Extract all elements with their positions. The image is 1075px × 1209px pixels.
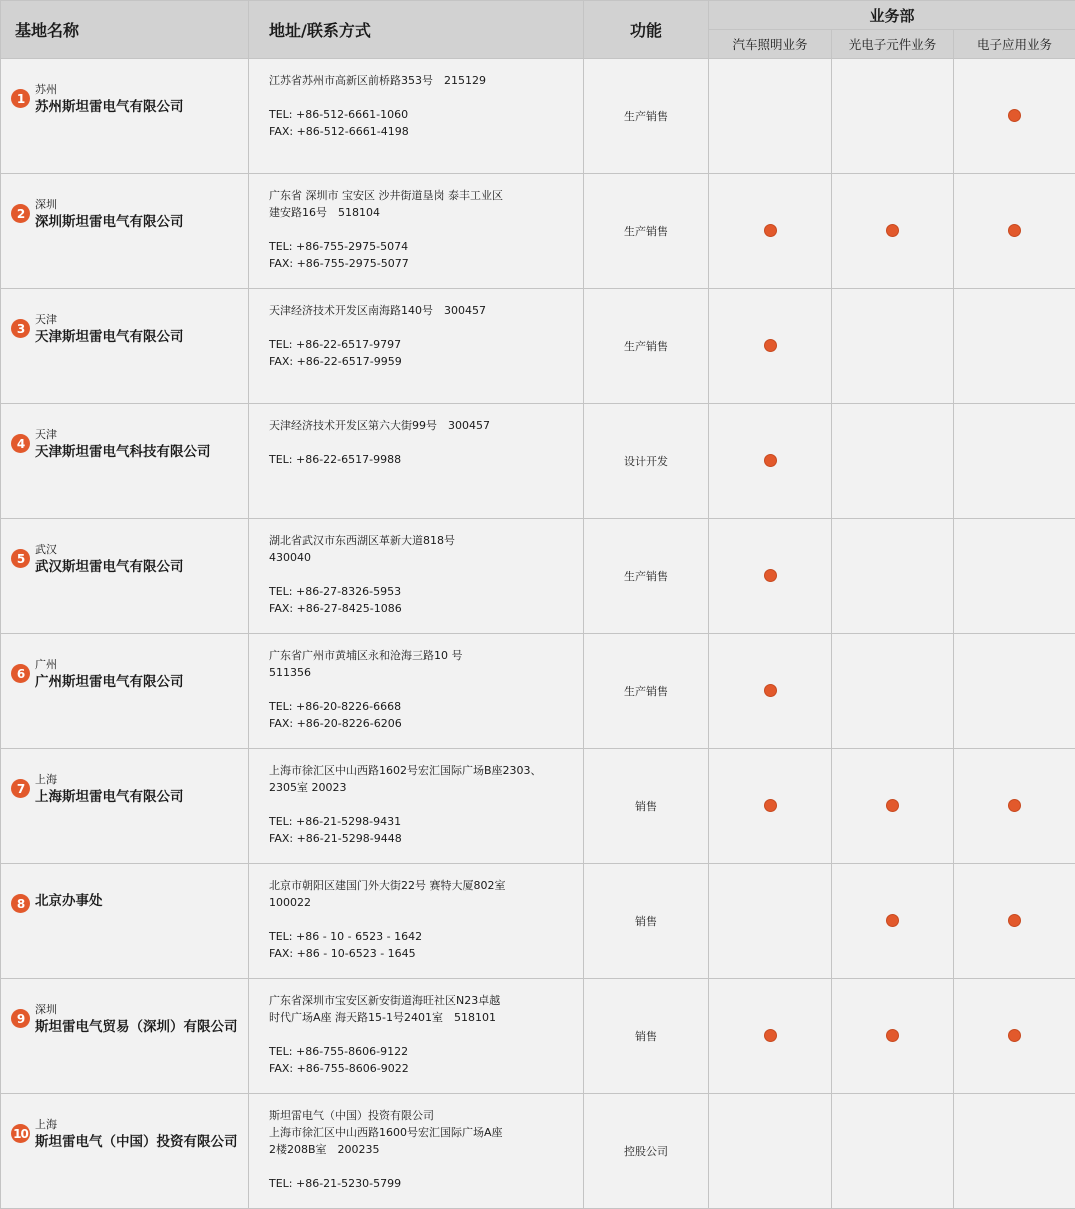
header-department: 业务部 [709,1,1075,30]
function-cell: 销售 [584,749,709,864]
dept-cell-optoelectronics [832,979,954,1094]
dept-cell-electronic-applications [954,404,1075,519]
address-line: TEL: +86-512-6661-1060 [269,106,583,123]
table-row [1,404,1075,519]
header-automotive-lighting: 汽车照明业务 [709,30,832,59]
address-line: TEL: +86-21-5298-9431 [269,813,583,830]
header-name: 基地名称 [1,1,249,59]
function-cell: 生产销售 [584,174,709,289]
address-line: 430040 [269,549,583,566]
address-line [269,434,583,451]
address-line: 江苏省苏州市高新区前桥路353号 215129 [269,72,583,89]
row-number-badge: 1 [11,89,30,108]
address-contact-cell [249,1094,584,1209]
active-dot-icon [886,1029,899,1042]
table-row [1,634,1075,749]
dept-cell-automotive-lighting [709,864,832,979]
address-line: 上海市徐汇区中山西路1600号宏汇国际广场A座 [269,1124,583,1141]
site-name-cell [1,864,249,979]
function-cell: 设计开发 [584,404,709,519]
dept-cell-optoelectronics [832,519,954,634]
dept-cell-electronic-applications [954,174,1075,289]
address-line: 天津经济技术开发区第六大街99号 300457 [269,417,583,434]
address-contact-cell [249,404,584,519]
dept-cell-automotive-lighting [709,519,832,634]
address-line: 建安路16号 518104 [269,204,583,221]
site-name-cell [1,519,249,634]
row-number-badge: 6 [11,664,30,683]
city-label: 天津 [35,311,57,327]
city-label: 广州 [35,656,57,672]
header-address: 地址/联系方式 [249,1,584,59]
city-label: 深圳 [35,1001,57,1017]
company-name: 武汉斯坦雷电气有限公司 [35,555,184,575]
table-row [1,519,1075,634]
address-line: 天津经济技术开发区南海路140号 300457 [269,302,583,319]
address-line: 511356 [269,664,583,681]
dept-cell-optoelectronics [832,1094,954,1209]
dept-cell-electronic-applications [954,979,1075,1094]
address-line: FAX: +86-755-2975-5077 [269,255,583,272]
site-name-cell [1,289,249,404]
active-dot-icon [764,224,777,237]
address-line: 北京市朝阳区建国门外大街22号 赛特大厦802室 [269,877,583,894]
address-contact-cell [249,979,584,1094]
site-name-cell [1,1094,249,1209]
dept-cell-electronic-applications [954,519,1075,634]
site-name-cell [1,749,249,864]
dept-cell-electronic-applications [954,289,1075,404]
row-number-badge: 3 [11,319,30,338]
address-line: 时代广场A座 海天路15-1号2401室 518101 [269,1009,583,1026]
row-number-badge: 2 [11,204,30,223]
address-line: 2楼208B室 200235 [269,1141,583,1158]
dept-cell-automotive-lighting [709,289,832,404]
dept-cell-automotive-lighting [709,404,832,519]
address-line [269,1158,583,1175]
function-cell: 销售 [584,864,709,979]
address-line [269,89,583,106]
table-row [1,289,1075,404]
function-cell: 销售 [584,979,709,1094]
address-line: FAX: +86 - 10-6523 - 1645 [269,945,583,962]
company-name: 上海斯坦雷电气有限公司 [35,785,184,805]
row-number-badge: 8 [11,894,30,913]
address-contact-cell [249,864,584,979]
address-line: FAX: +86-27-8425-1086 [269,600,583,617]
company-name: 北京办事处 [35,889,103,909]
dept-cell-automotive-lighting [709,1094,832,1209]
address-line: 斯坦雷电气（中国）投资有限公司 [269,1107,583,1124]
active-dot-icon [886,914,899,927]
address-line: TEL: +86-22-6517-9797 [269,336,583,353]
city-label: 武汉 [35,541,57,557]
dept-cell-automotive-lighting [709,174,832,289]
active-dot-icon [764,569,777,582]
company-name: 天津斯坦雷电气科技有限公司 [35,440,211,460]
address-line: 广东省 深圳市 宝安区 沙井街道垦岗 泰丰工业区 [269,187,583,204]
row-number-badge: 9 [11,1009,30,1028]
active-dot-icon [764,1029,777,1042]
company-name: 广州斯坦雷电气有限公司 [35,670,184,690]
dept-cell-automotive-lighting [709,979,832,1094]
active-dot-icon [764,799,777,812]
header-function: 功能 [584,1,709,59]
address-line [269,1026,583,1043]
active-dot-icon [1008,799,1021,812]
address-line: 100022 [269,894,583,911]
company-name: 深圳斯坦雷电气有限公司 [35,210,184,230]
city-label: 上海 [35,1116,57,1132]
address-line: 广东省深圳市宝安区新安街道海旺社区N23卓越 [269,992,583,1009]
address-contact-cell [249,519,584,634]
city-label: 深圳 [35,196,57,212]
site-name-cell [1,174,249,289]
address-line [269,221,583,238]
active-dot-icon [1008,1029,1021,1042]
table-row [1,864,1075,979]
city-label: 苏州 [35,81,57,97]
table-row [1,174,1075,289]
company-name: 苏州斯坦雷电气有限公司 [35,95,184,115]
row-number-badge: 7 [11,779,30,798]
active-dot-icon [886,224,899,237]
address-line: TEL: +86-21-5230-5799 [269,1175,583,1192]
dept-cell-automotive-lighting [709,59,832,174]
active-dot-icon [886,799,899,812]
function-cell: 控股公司 [584,1094,709,1209]
address-line: FAX: +86-20-8226-6206 [269,715,583,732]
row-number-badge: 4 [11,434,30,453]
table-row [1,749,1075,864]
city-label: 天津 [35,426,57,442]
company-name: 天津斯坦雷电气有限公司 [35,325,184,345]
dept-cell-automotive-lighting [709,749,832,864]
address-line: FAX: +86-22-6517-9959 [269,353,583,370]
dept-cell-optoelectronics [832,864,954,979]
site-name-cell [1,59,249,174]
function-cell: 生产销售 [584,634,709,749]
address-line: TEL: +86-20-8226-6668 [269,698,583,715]
dept-cell-optoelectronics [832,174,954,289]
active-dot-icon [764,454,777,467]
address-line [269,911,583,928]
address-line: 湖北省武汉市东西湖区革新大道818号 [269,532,583,549]
dept-cell-automotive-lighting [709,634,832,749]
address-line [269,681,583,698]
address-line [269,566,583,583]
company-name: 斯坦雷电气贸易（深圳）有限公司 [35,1015,238,1035]
active-dot-icon [1008,224,1021,237]
address-contact-cell [249,59,584,174]
address-line: TEL: +86-22-6517-9988 [269,451,583,468]
address-line [269,796,583,813]
address-contact-cell [249,749,584,864]
address-line: FAX: +86-512-6661-4198 [269,123,583,140]
table-row [1,1094,1075,1209]
function-cell: 生产销售 [584,519,709,634]
address-line: 2305室 20023 [269,779,583,796]
header-electronic-applications: 电子应用业务 [954,30,1075,59]
header-optoelectronics: 光电子元件业务 [832,30,954,59]
dept-cell-optoelectronics [832,289,954,404]
company-name: 斯坦雷电气（中国）投资有限公司 [35,1130,238,1150]
dept-cell-electronic-applications [954,59,1075,174]
city-label: 上海 [35,771,57,787]
address-line [269,319,583,336]
dept-cell-electronic-applications [954,1094,1075,1209]
address-line: 广东省广州市黄埔区永和沧海三路10 号 [269,647,583,664]
dept-cell-optoelectronics [832,59,954,174]
address-line: FAX: +86-755-8606-9022 [269,1060,583,1077]
address-line: TEL: +86-27-8326-5953 [269,583,583,600]
address-contact-cell [249,174,584,289]
dept-cell-electronic-applications [954,634,1075,749]
table-row [1,59,1075,174]
address-line: FAX: +86-21-5298-9448 [269,830,583,847]
dept-cell-optoelectronics [832,634,954,749]
site-name-cell [1,404,249,519]
function-cell: 生产销售 [584,59,709,174]
dept-cell-optoelectronics [832,404,954,519]
site-name-cell [1,634,249,749]
dept-cell-electronic-applications [954,749,1075,864]
active-dot-icon [764,339,777,352]
site-name-cell [1,979,249,1094]
address-contact-cell [249,289,584,404]
table-row [1,979,1075,1094]
row-number-badge: 10 [11,1124,30,1143]
address-line: TEL: +86 - 10 - 6523 - 1642 [269,928,583,945]
active-dot-icon [1008,914,1021,927]
function-cell: 生产销售 [584,289,709,404]
active-dot-icon [764,684,777,697]
address-line: TEL: +86-755-2975-5074 [269,238,583,255]
address-line: TEL: +86-755-8606-9122 [269,1043,583,1060]
address-contact-cell [249,634,584,749]
row-number-badge: 5 [11,549,30,568]
dept-cell-electronic-applications [954,864,1075,979]
address-line: 上海市徐汇区中山西路1602号宏汇国际广场B座2303、 [269,762,583,779]
dept-cell-optoelectronics [832,749,954,864]
active-dot-icon [1008,109,1021,122]
